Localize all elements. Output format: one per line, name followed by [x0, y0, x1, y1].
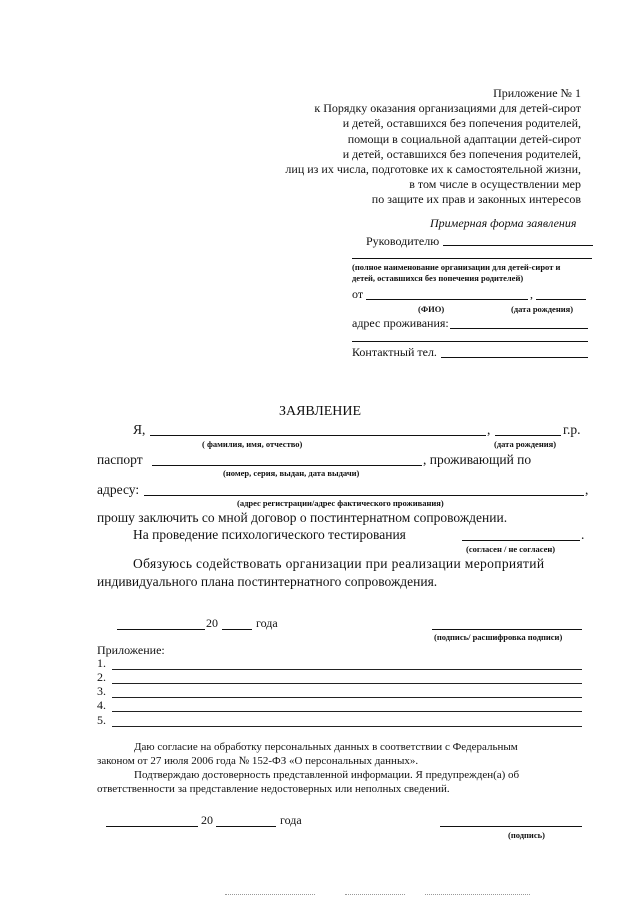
to-label: Руководителю [366, 234, 440, 248]
final-signature-field[interactable] [440, 826, 582, 827]
consent-line-2: законом от 27 июля 2006 года № 152-ФЗ «О персональных данных». [97, 755, 419, 767]
passport-hint: (номер, серия, выдан, дата выдачи) [223, 468, 360, 478]
from-sep: , [530, 287, 533, 301]
consent-line-1: Даю согласие на обработку персональных данных в соответствии с Федеральным [134, 741, 518, 753]
date-year-field[interactable] [222, 629, 252, 630]
attachment-number: 4. [97, 698, 106, 712]
date-day-field[interactable] [117, 629, 205, 630]
name-comma: , [487, 422, 491, 437]
dob-field[interactable] [536, 299, 586, 300]
attachment-field[interactable] [112, 726, 582, 727]
date-century: 20 [206, 616, 218, 630]
phone-field[interactable] [441, 357, 588, 358]
testing-end: . [581, 527, 585, 542]
residing-text: , проживающий по [423, 452, 532, 467]
consent-line-4: ответственности за представление недостоверных или неполных сведений. [97, 783, 450, 795]
appendix-block [285, 86, 581, 208]
fio-field[interactable] [366, 299, 528, 300]
address-field-2[interactable] [352, 341, 588, 342]
final-signature-hint: (подпись) [508, 830, 545, 840]
oblige-line-2: индивидуального плана постинтернатного сопровождения. [97, 574, 438, 589]
scan-artifact [345, 894, 405, 895]
appendix-line: помощи в социальной адаптации детей-сирот [347, 131, 581, 146]
request-text: прошу заключить со мной договор о постинтернатном сопровождении. [97, 510, 508, 525]
phone-label: Контактный тел. [352, 345, 437, 359]
attachments-title: Приложение: [97, 643, 165, 657]
to-field[interactable] [443, 245, 593, 246]
birth-year-field[interactable] [495, 435, 561, 436]
from-label: от [352, 287, 364, 301]
attachment-number: 2. [97, 670, 106, 684]
consent-hint: (согласен / не согласен) [466, 544, 556, 554]
attachment-field[interactable] [112, 697, 582, 698]
passport-field[interactable] [152, 465, 422, 466]
attachment-number: 3. [97, 684, 106, 698]
dob-hint: (дата рождения) [511, 304, 574, 314]
appendix-line: Приложение № 1 [493, 86, 581, 100]
appendix-line: лиц из их числа, подготовке их к самостоятельной жизни, [285, 162, 581, 177]
attachment-number: 1. [97, 656, 106, 670]
body-address-field[interactable] [144, 495, 584, 496]
address-end: , [585, 482, 589, 497]
appendix-line: и детей, оставшихся без попечения родителей, [342, 146, 581, 161]
consent-field[interactable] [462, 540, 580, 541]
name-field[interactable] [150, 435, 486, 436]
body-address-label: адресу: [97, 482, 140, 497]
org-hint-2: детей, оставшихся без попечения родителей) [352, 273, 524, 283]
consent-line-3: Подтверждаю достоверность представленной информации. Я предупрежден(а) об [134, 769, 520, 781]
signature-field[interactable] [432, 629, 582, 630]
final-date-year-field[interactable] [216, 826, 276, 827]
scan-artifact [425, 894, 530, 895]
testing-text: На проведение психологического тестирования [133, 527, 406, 542]
fio-hint: (ФИО) [418, 304, 445, 314]
address-hint: (адрес регистрации/адрес фактического проживания) [237, 498, 444, 508]
date-year-word: года [256, 616, 278, 630]
signature-hint: (подпись/ расшифровка подписи) [434, 632, 563, 642]
passport-label: паспорт [97, 452, 143, 467]
attachment-field[interactable] [112, 669, 582, 670]
form-label: Примерная форма заявления [430, 216, 577, 230]
year-suffix: г.р. [563, 422, 581, 437]
address-field[interactable] [450, 328, 588, 329]
page-title: ЗАЯВЛЕНИЕ [278, 404, 362, 419]
address-label: адрес проживания: [352, 316, 449, 330]
appendix-line: в том числе в осуществлении мер [409, 177, 581, 192]
scan-artifact [225, 894, 315, 895]
org-hint-1: (полное наименование организации для детей-сирот и [352, 262, 561, 272]
name-hint: ( фамилия, имя, отчество) [202, 439, 303, 449]
attachment-field[interactable] [112, 683, 582, 684]
attachment-number: 5. [97, 713, 106, 727]
appendix-line: к Порядку оказания организациями для детей-сирот [314, 101, 581, 116]
appendix-line: и детей, оставшихся без попечения родителей, [342, 116, 581, 131]
attachment-field[interactable] [112, 711, 582, 712]
appendix-line: по защите их прав и законных интересов [371, 192, 581, 207]
final-date-day-field[interactable] [106, 826, 198, 827]
body-dob-hint: (дата рождения) [494, 439, 557, 449]
final-date-century: 20 [201, 813, 213, 827]
final-date-year-word: года [280, 813, 302, 827]
oblige-line-1: Обязуюсь содействовать организации при реализации мероприятий [133, 556, 545, 571]
i-label: Я, [133, 422, 146, 437]
org-name-field[interactable] [352, 258, 592, 259]
